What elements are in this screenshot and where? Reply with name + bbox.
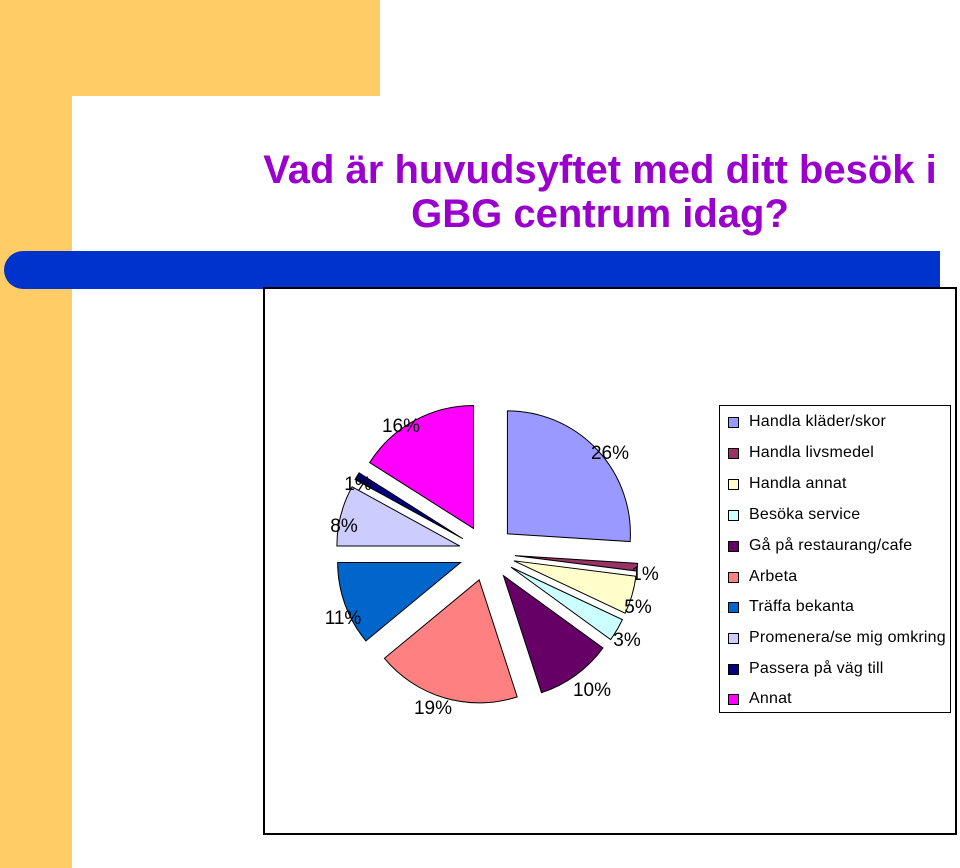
- legend-label: Promenera/se mig omkring: [749, 629, 946, 646]
- legend-swatch: [728, 664, 739, 675]
- legend-swatch: [728, 541, 739, 552]
- legend-swatch: [728, 479, 739, 490]
- legend-item: [728, 627, 946, 649]
- slice-data-label: 10%: [572, 680, 612, 702]
- legend-item: [728, 504, 860, 526]
- legend-label: Annat: [749, 690, 792, 707]
- slice-data-label: 5%: [624, 597, 652, 619]
- slide-title-line2: GBG centrum idag?: [411, 192, 789, 236]
- legend-item: [728, 473, 847, 495]
- slice-data-label: 1%: [344, 474, 372, 496]
- legend-label: Passera på väg till: [749, 660, 884, 677]
- legend-label: Handla annat: [749, 475, 847, 492]
- legend-item: [728, 596, 854, 618]
- legend-item: [728, 411, 886, 433]
- slice-data-label: 26%: [590, 443, 630, 465]
- slice-data-label: 8%: [330, 516, 358, 538]
- legend-swatch: [728, 602, 739, 613]
- legend-item: [728, 688, 792, 710]
- slice-data-label: 19%: [413, 698, 453, 720]
- slide-title-line1: Vad är huvudsyftet med ditt besök i: [263, 148, 937, 192]
- legend-swatch: [728, 510, 739, 521]
- slice-data-label: 11%: [324, 608, 362, 630]
- legend-swatch: [728, 572, 739, 583]
- slice-data-label: 1%: [631, 564, 659, 586]
- legend-label: Gå på restaurang/cafe: [749, 537, 913, 554]
- slice-data-label: 3%: [613, 630, 641, 652]
- legend-item: [728, 442, 874, 464]
- chart-legend: [719, 405, 951, 713]
- legend-item: [728, 535, 912, 557]
- legend-item: [728, 658, 884, 680]
- legend-label: Träffa bekanta: [749, 598, 855, 615]
- legend-swatch: [728, 417, 739, 428]
- slice-data-label: 16%: [381, 416, 421, 438]
- legend-label: Arbeta: [749, 568, 798, 585]
- legend-label: Besöka service: [749, 506, 861, 523]
- legend-swatch: [728, 633, 739, 644]
- legend-swatch: [728, 448, 739, 459]
- legend-label: Handla kläder/skor: [749, 413, 886, 430]
- legend-swatch: [728, 694, 739, 705]
- legend-item: [728, 566, 797, 588]
- legend-label: Handla livsmedel: [749, 444, 875, 461]
- pie-slice: [507, 411, 630, 542]
